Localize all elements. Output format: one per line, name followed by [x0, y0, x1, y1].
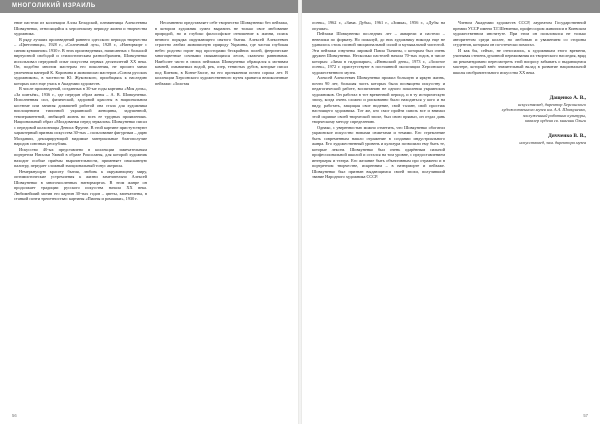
- header-band: [0, 0, 298, 13]
- text-columns: [14, 20, 288, 406]
- author-role: кавалер ордена св. княгини Ольги: [525, 118, 586, 124]
- author-role: заслуженный работник культуры,: [522, 112, 586, 118]
- paragraph: В ряду лучших произведений раннего одесского периода творчества – «Цветочница», 1928 г., «Солнечный луч», 1928 г., «Натюрморт с синим кувшином» 1930 г. В этих произведениях, написанных с большой виртуозной свободой и стилистическим разнообразием, Шовкуненко использовал передовой опыт искусства первых десятилетий ХХ века. Он, подобно многим мастерам его поколения, не прошел мимо увлечения манерой К. Коровина и живописью мастеров «Союза русских художников», в частности Ю. Жуковского, приобщаясь к наследию которых шел еще учась в Академии художеств.: [14, 36, 147, 86]
- signature-block: [453, 95, 586, 124]
- paragraph: Пейзажи Шовкуненко последних лет – акварели и пастели – невелики по формату. Но пожалуй, до них художнику никогда еще не удавалось столь полной эмоциональной силой и музыкальной чистотой. Эти пейзажи озвучены лирикой Павла Тычины, с которым был очень дружен Шовкуненко. Несколько пастелей начала 70-тых годов, в числе которых: «Зима в гидропарке», «Июньский день», 1973 г., «Золотое осень», 1972 г. пристутствуют в постоянной экспозиции Херсонского художественного музея.: [312, 31, 445, 75]
- text-column-1: [14, 20, 147, 406]
- paragraph: осень», 1962 г., «Зима. Дубы», 1961 г., «Зимка», 1956 г., «Дубы на опушке».: [312, 20, 445, 31]
- running-head: МНОГОЛИКИЙ ИЗРАИЛЬ: [12, 3, 96, 9]
- signature-block: [453, 133, 586, 145]
- paragraph: Немеркнущую красоту бытия, любовь к окружающему миру, оптимистические устремления к жизни замечательно Алексей Шовкуненко в многочисленных натюрмортах. В этом жанре он продолжает традиции русского искусства начала ХХ века. Любимейший мотив его картин 30-тых годов – цветы, запечатлены, в станкой почти трепетностью: картины «Пионы и ромашки», 1930 г.: [14, 168, 147, 201]
- header-band-right: [302, 0, 600, 13]
- text-column-2: [155, 20, 288, 406]
- author-role: художественного музея им. А.А. Шовкуненко,: [501, 107, 586, 113]
- paragraph: И как бы, сейчас, не относились, к художникам этого времени, учитывая степень духовной переживания их творческого наследия, вряд ли рекомендовано пересмотреть этой вопросу забывать о выдающемся мастере, который внёс значительный вклад в развитие национальной школы изобразительного искусства ХХ века.: [453, 47, 586, 75]
- text-columns: [312, 20, 586, 406]
- paragraph: Однако, с уверенностью можно отметить, что Шовкуненко обогатил украинское искусство новыми сюжетами и темами. Его стремление быть современным нашло отражение в создании индустриального жанра. Его художественный уровень и культура позволили ему быть те, которые лексем. Шовкуненко был очень одарённым сильной профессиональной школой и остался на том уровне, с предоставлением интерьеры и театра. Его желание быть объективным про отражено и в портретном творчестве, искренним – в натюрморте и пейзаже. Шовкуненко был признан выдающимся своей эпохи, получивший звание Народного художника СССР.: [312, 124, 445, 179]
- author-role: искусствовед, зам. директора музея: [519, 139, 586, 145]
- left-page: [0, 0, 298, 424]
- page-number: 57: [583, 413, 588, 418]
- text-column-1: [312, 20, 445, 406]
- author-name: Дащенко А. В.,: [549, 95, 586, 101]
- paragraph: ение пастели из коллекции Аллы Беладской, племянницы Алексеевны Шовкуненко, относящийся к херсонскому периоду жизни и творчества художника.: [14, 20, 147, 36]
- paragraph: В числе произведений, созданных в 30-ые годы картины «Моя дочь», «За шитьём», 1936 г., где передан образ жены – А. В. Шовкуненко. Исполненная сил, физической, здоровой красоты в национальном костюме или занятая домашней работой она стала для художника воплощением типичной украинской женщины, задушевной, темпераментной, любящей жизнь во всех ее трудных проявлениях. Национальный образ «Молдованки перед зеркалом» Шовкуненко писал с передовой колхозницы Дениса Фрунзе. В этой картине пристутствуют характерный признак искусства 30-тых – пользование фигурным – дарю Молдавии, декларирующий видимые материальные благополучие народов союзных республик.: [14, 86, 147, 146]
- paragraph: Алексей Алексеевич Шовкуненко прожил большую и яркую жизнь, почти 90 лет, большая часть которых была посвящена искусству и педагогической работе, воспитанию не одного поколения украинских художников. Он работал в тот временной период, и в ту историческую эпоху, когда очень сложно и рискованно было находиться у кого и на виду, работать, защищая свое видение, свой талант, свой простиж настоящего художника. Тот же, кто смог пройти сквозь все и внимал этой скрипке своей творческой эпохе, был свою прямыз, он отдал дань творческому методу спределению.: [312, 75, 445, 124]
- text-column-2: [453, 20, 586, 406]
- page-number: 56: [12, 413, 17, 418]
- author-name: Дячченко В. В.,: [548, 132, 586, 139]
- author-role: искусствовед, директор Херсонского: [517, 102, 586, 107]
- author-signatures: [453, 95, 586, 145]
- paragraph: Членом Академии художеств СССР, лауреатом Государственной премии УССР имени Т.Г.Шевченко, профессором живописи в Киевском художественном институте. При этом он пользовался не только авторитетом среди коллег, но любовью и уважением со стороны студентов, которым он по-отечески помогал.: [453, 20, 586, 47]
- right-page: [302, 0, 600, 424]
- paragraph: Несомненно представляет себе творчество Шовкуненко без пейзажа, в котором художник сумел выразить не только свое любование природой, но и глубоко философское отношение к жизни, поиск вечного порядка окружающего святого бытия. Алексей Алексеевич страстно любил живописную природу Украины, где частая глубокая небес родство горит над просторами бескрайних полей, феерические многоцветные сочными смыкающихся лесов, сказочно равнинами. Наиболее часто в своих пейзажах Шовкуненко обращался к мотивам камней, омываемых водой, рек, озер, тенистых дубов, которые писал под Киевом, в Конче-Заспе, на его протяжении почти сорока лет. В коллекции Херсонского художественного музея хранятся великолепные пейзажи: «Золотая: [155, 20, 288, 86]
- paragraph: Искусство 40-ых представлено в коллекции замечательным портретом Натальи Ужвий в образе Роксоланы, для которой художник находит особые приёмы выразительности, применяет изысканную палитру, передает сложный эмоциональный тонус актрисы.: [14, 146, 147, 168]
